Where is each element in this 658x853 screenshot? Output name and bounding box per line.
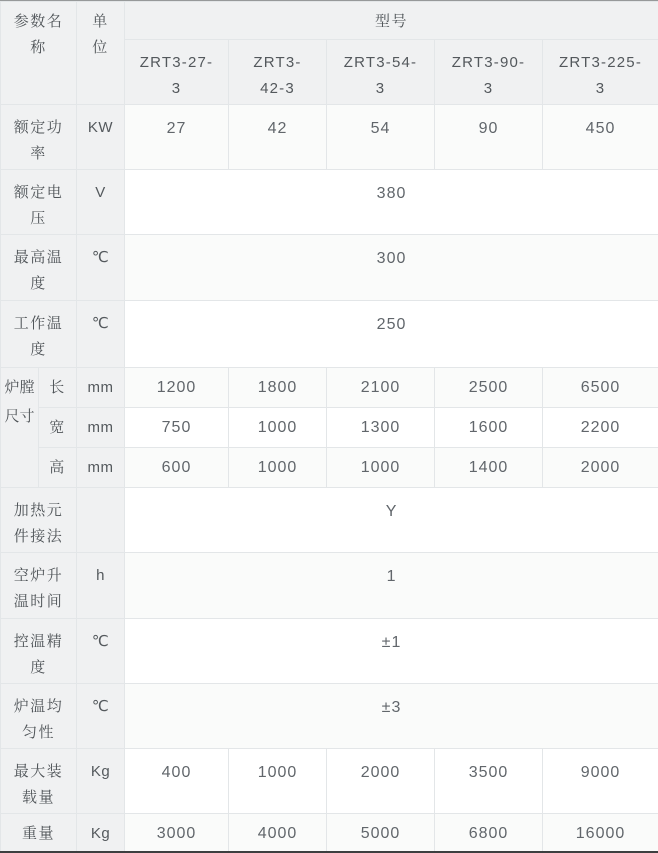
value-cell: 600 xyxy=(125,448,229,488)
param-cell: 额定电压 xyxy=(1,170,77,235)
value-cell: 1000 xyxy=(229,408,327,448)
param-cell: 炉温均匀性 xyxy=(1,684,77,749)
value-cell: 1200 xyxy=(125,368,229,408)
table-row xyxy=(1,749,658,814)
table-row xyxy=(1,408,658,448)
value-cell: 1400 xyxy=(435,448,543,488)
value-cell: 90 xyxy=(435,105,543,170)
model-group-header: 型号 xyxy=(125,2,658,40)
unit-cell: h xyxy=(77,553,125,619)
span-value-cell: 1 xyxy=(125,553,658,619)
unit-cell xyxy=(77,488,125,553)
value-cell: 27 xyxy=(125,105,229,170)
table-row xyxy=(1,448,658,488)
unit-cell: mm xyxy=(77,448,125,488)
value-cell: 2200 xyxy=(543,408,658,448)
value-cell: 450 xyxy=(543,105,658,170)
param-cell: 重量 xyxy=(1,814,77,853)
value-cell: 400 xyxy=(125,749,229,814)
unit-cell: mm xyxy=(77,368,125,408)
value-cell: 5000 xyxy=(327,814,435,853)
unit-cell: KW xyxy=(77,105,125,170)
span-value-cell: 300 xyxy=(125,235,658,301)
unit-cell: mm xyxy=(77,408,125,448)
value-cell: 4000 xyxy=(229,814,327,853)
unit-cell: Kg xyxy=(77,814,125,853)
model-header-cell: ZRT3-42-3 xyxy=(229,40,327,105)
table-row xyxy=(1,684,658,749)
table-row xyxy=(1,105,658,170)
unit-cell: Kg xyxy=(77,749,125,814)
value-cell: 1800 xyxy=(229,368,327,408)
unit-header: 单位 xyxy=(77,2,125,105)
span-value-cell: Y xyxy=(125,488,658,553)
value-cell: 750 xyxy=(125,408,229,448)
value-cell: 1000 xyxy=(229,448,327,488)
spec-table xyxy=(0,1,658,853)
furnace-size-group-cell: 炉膛尺寸 xyxy=(1,368,39,488)
value-cell: 1000 xyxy=(229,749,327,814)
span-value-cell: ±1 xyxy=(125,619,658,684)
table-row xyxy=(1,235,658,301)
value-cell: 1600 xyxy=(435,408,543,448)
value-cell: 1000 xyxy=(327,448,435,488)
param-cell: 额定功率 xyxy=(1,105,77,170)
value-cell: 2000 xyxy=(327,749,435,814)
unit-cell: ℃ xyxy=(77,301,125,368)
value-cell: 3500 xyxy=(435,749,543,814)
span-value-cell: ±3 xyxy=(125,684,658,749)
value-cell: 54 xyxy=(327,105,435,170)
unit-cell: ℃ xyxy=(77,684,125,749)
param-cell: 控温精度 xyxy=(1,619,77,684)
param-cell: 最大装载量 xyxy=(1,749,77,814)
table-row xyxy=(1,619,658,684)
table-row xyxy=(1,488,658,553)
value-cell: 3000 xyxy=(125,814,229,853)
unit-cell: V xyxy=(77,170,125,235)
model-header-cell: ZRT3-225-3 xyxy=(543,40,658,105)
table-row xyxy=(1,170,658,235)
span-value-cell: 250 xyxy=(125,301,658,368)
sub-param-cell: 高 xyxy=(39,448,77,488)
value-cell: 2100 xyxy=(327,368,435,408)
header-row-group xyxy=(1,2,658,40)
model-header-cell: ZRT3-54-3 xyxy=(327,40,435,105)
value-cell: 9000 xyxy=(543,749,658,814)
value-cell: 16000 xyxy=(543,814,658,853)
value-cell: 1300 xyxy=(327,408,435,448)
param-cell: 加热元件接法 xyxy=(1,488,77,553)
model-header-cell: ZRT3-27-3 xyxy=(125,40,229,105)
table-row xyxy=(1,368,658,408)
value-cell: 2500 xyxy=(435,368,543,408)
param-cell: 空炉升温时间 xyxy=(1,553,77,619)
unit-cell: ℃ xyxy=(77,619,125,684)
table-row xyxy=(1,814,658,853)
sub-param-cell: 宽 xyxy=(39,408,77,448)
unit-cell: ℃ xyxy=(77,235,125,301)
value-cell: 42 xyxy=(229,105,327,170)
table-row xyxy=(1,301,658,368)
param-cell: 最高温度 xyxy=(1,235,77,301)
table-row xyxy=(1,553,658,619)
span-value-cell: 380 xyxy=(125,170,658,235)
sub-param-cell: 长 xyxy=(39,368,77,408)
param-cell: 工作温度 xyxy=(1,301,77,368)
model-header-cell: ZRT3-90-3 xyxy=(435,40,543,105)
value-cell: 2000 xyxy=(543,448,658,488)
param-name-header: 参数名称 xyxy=(1,2,77,105)
value-cell: 6500 xyxy=(543,368,658,408)
value-cell: 6800 xyxy=(435,814,543,853)
